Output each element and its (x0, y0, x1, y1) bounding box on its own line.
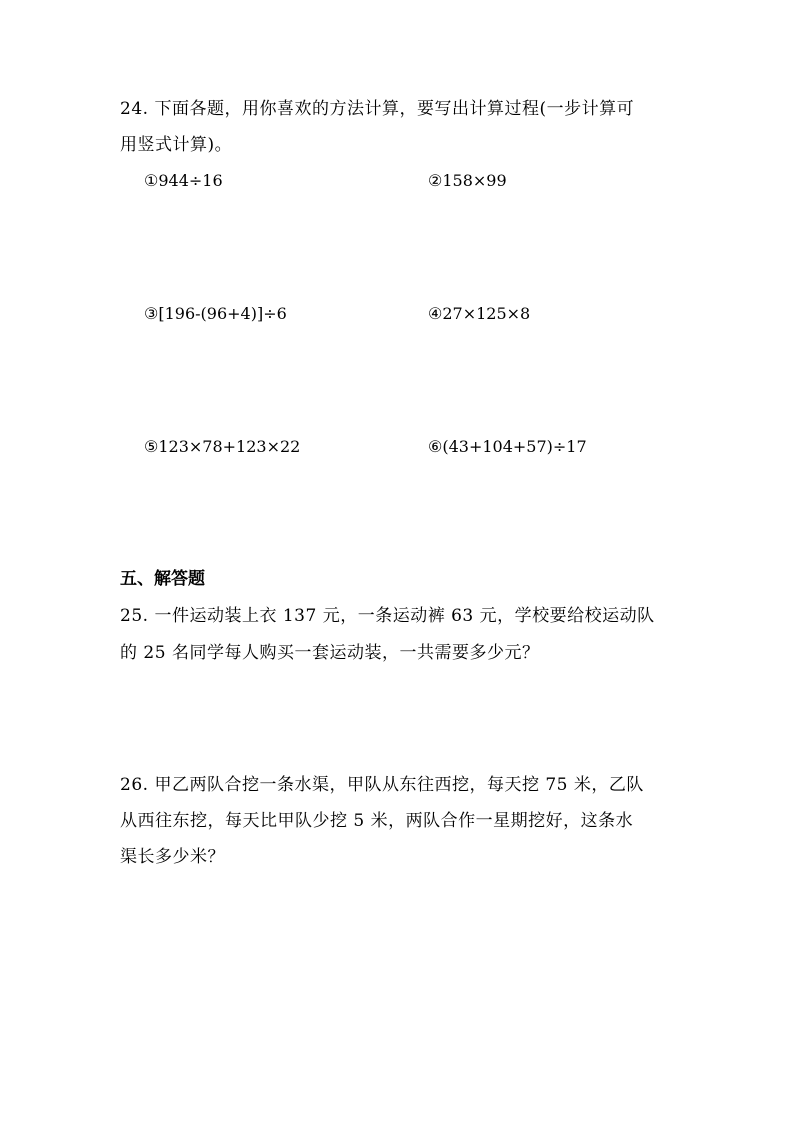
q26-line-1: 26. 甲乙两队合挖一条水渠，甲队从东往西挖，每天挖 75 米，乙队 (120, 775, 644, 795)
q24-item-4: ④27×125×8 (428, 304, 531, 323)
q24-item-5: ⑤123×78+123×22 (144, 437, 301, 456)
q24-item-2: ②158×99 (428, 171, 507, 190)
q24-line-2: 用竖式计算)。 (120, 135, 233, 155)
q26-line-3: 渠长多少米？ (120, 847, 225, 867)
q25-line-1: 25. 一件运动装上衣 137 元，一条运动裤 63 元，学校要给校运动队 (120, 606, 655, 626)
q25-line-2: 的 25 名同学每人购买一套运动装，一共需要多少元？ (120, 643, 540, 663)
q24-item-1: ①944÷16 (144, 171, 223, 190)
q24-item-3: ③[196-(96+4)]÷6 (144, 304, 287, 323)
q24-item-6: ⑥(43+104+57)÷17 (428, 437, 587, 456)
q24-line-1: 24. 下面各题，用你喜欢的方法计算，要写出计算过程(一步计算可 (120, 99, 635, 119)
section-5-title: 五、解答题 (120, 569, 205, 589)
q26-line-2: 从西往东挖，每天比甲队少挖 5 米，两队合作一星期挖好，这条水 (120, 811, 634, 831)
